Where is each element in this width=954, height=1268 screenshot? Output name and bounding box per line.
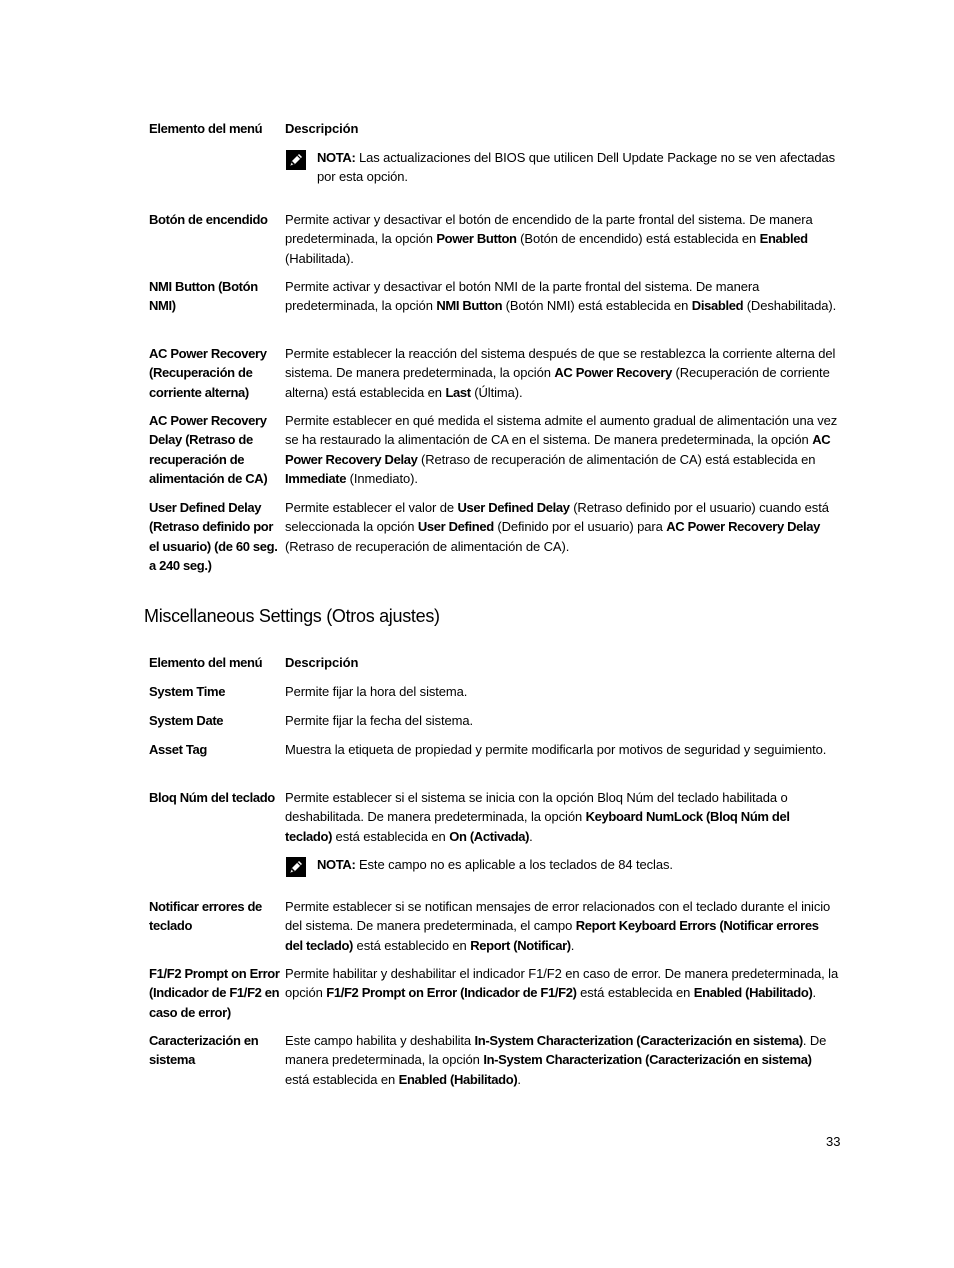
option-value: User Defined <box>417 519 494 535</box>
option-value: In-System Characterization (Caracterización en sistema) <box>474 1033 803 1048</box>
menu-item-name: F1/F2 Prompt on Error (Indicador de F1/F2 en caso de error) <box>149 966 280 1020</box>
description-text: (Última). <box>470 384 523 400</box>
menu-item-name: Bloq Núm del teclado <box>149 790 275 805</box>
option-value: AC Power Recovery Delay <box>666 519 821 535</box>
option-value: Last <box>445 384 471 400</box>
description-text: Este campo habilita y deshabilita <box>285 1033 475 1048</box>
page-number: 33 <box>826 1134 841 1149</box>
misc-settings-table <box>149 653 839 1098</box>
option-value: Keyboard NumLock (Bloq Núm del teclado) <box>285 809 790 844</box>
description-text: Permite establecer en qué medida el sistema admite el aumento gradual de alimentación una vez se ha restaurado la alimentación de CA en el sistema. De manera predeterminada, la opción <box>285 413 838 448</box>
header-menu-item: Elemento del menú <box>149 655 263 670</box>
description-text: Permite activar y desactivar el botón NMI de la parte frontal del sistema. De manera predeterminada, la opción <box>285 279 760 314</box>
table-row <box>149 964 839 1031</box>
option-value: Immediate <box>285 470 347 486</box>
menu-item-description <box>285 711 839 730</box>
description-text: Permite establecer la reacción del sistema después de que se restablezca la corriente alterna del sistema. De manera predeterminada, la opción <box>285 346 836 381</box>
description-text: . De manera predeterminada, la opción <box>285 1033 827 1068</box>
menu-item-description <box>285 210 839 268</box>
option-value: Enabled (Habilitado) <box>693 985 813 1001</box>
description-text: Permite establecer si se notifican mensajes de error relacionados con el teclado durante el inicio del sistema. De manera predeterminada, el campo <box>285 899 831 934</box>
description-text: (Deshabilitada). <box>743 298 837 314</box>
description-text: Permite fijar la fecha del sistema. <box>285 713 473 728</box>
menu-item-description <box>285 411 839 488</box>
option-value: Power Button <box>436 231 517 247</box>
description-text: Permite establecer el valor de <box>285 500 458 515</box>
description-text: (Retraso definido por el usuario) cuando está seleccionada la opción <box>285 500 829 535</box>
table-row <box>149 682 839 711</box>
description-text: está establecida en <box>332 828 450 844</box>
note-pencil-icon <box>285 856 307 878</box>
menu-item-description <box>285 1031 839 1089</box>
menu-item-description <box>285 682 839 701</box>
menu-item-name: NMI Button (Botón NMI) <box>149 279 258 314</box>
table-row <box>149 1031 839 1098</box>
description-text: está establecida en <box>285 1071 399 1087</box>
table-row <box>149 210 839 277</box>
menu-item-name: Botón de encendido <box>149 212 268 227</box>
table-header <box>149 119 839 148</box>
description-text: Permite fijar la hora del sistema. <box>285 684 468 699</box>
note <box>285 855 839 878</box>
description-text: (Retraso de recuperación de alimentación de CA). <box>285 538 570 554</box>
option-value: Enabled (Habilitado) <box>398 1071 518 1087</box>
description-text: . <box>529 828 533 844</box>
description-text: (Botón de encendido) está establecida en <box>516 231 760 247</box>
description-text: . <box>517 1071 521 1087</box>
note-label: NOTA: <box>317 856 356 872</box>
description-text: . <box>812 985 816 1001</box>
menu-item-name: AC Power Recovery Delay (Retraso de recuperación de alimentación de CA) <box>149 413 268 486</box>
menu-item-description <box>285 788 839 878</box>
description-text: (Retraso de recuperación de alimentación de CA) está establecida en <box>417 451 816 467</box>
table-row <box>149 788 839 897</box>
menu-item-name: Asset Tag <box>149 742 208 757</box>
option-value: Report (Notificar) <box>470 937 571 953</box>
header-description: Descripción <box>285 655 359 670</box>
menu-item-name: System Date <box>149 713 224 728</box>
description-text: Permite activar y desactivar el botón de encendido de la parte frontal del sistema. De manera predeterminada, la opción <box>285 212 813 247</box>
description-text: está establecida en <box>576 985 694 1001</box>
menu-item-name: Notificar errores de teclado <box>149 899 262 934</box>
table-header <box>149 653 839 682</box>
table-row <box>149 498 839 585</box>
note <box>285 148 839 187</box>
menu-item-name: Caracterización en sistema <box>149 1033 259 1068</box>
table-row <box>149 740 839 788</box>
note-text: Las actualizaciones del BIOS que utilicen Dell Update Package no se ven afectadas por esta opción. <box>317 150 836 185</box>
menu-item-description <box>285 498 839 556</box>
header-description: Descripción <box>285 121 359 136</box>
option-value: On (Activada) <box>449 828 530 844</box>
description-text: (Inmediato). <box>346 470 418 486</box>
table-row <box>149 411 839 498</box>
description-text: Permite establecer si el sistema se inicia con la opción Bloq Núm del teclado habilitada o deshabilitada. De manera predeterminada, la opción <box>285 790 788 825</box>
menu-item-name: User Defined Delay (Retraso definido por el usuario) (de 60 seg. a 240 seg.) <box>149 500 278 573</box>
menu-item-description <box>285 897 839 955</box>
option-value: F1/F2 Prompt on Error (Indicador de F1/F2) <box>326 985 577 1001</box>
menu-item-description <box>285 740 839 759</box>
option-value: In-System Characterization (Caracterización en sistema) <box>483 1052 812 1068</box>
description-text: Permite habilitar y deshabilitar el indicador F1/F2 en caso de error. De manera predeterminada, la opción <box>285 966 839 1001</box>
description-text: (Definido por el usuario) para <box>493 519 667 535</box>
menu-item-description <box>285 964 839 1003</box>
menu-item-description <box>285 344 839 402</box>
note-row <box>149 148 839 210</box>
description-text: (Botón NMI) está establecida en <box>502 298 692 314</box>
table-row <box>149 711 839 740</box>
menu-item-name: System Time <box>149 684 226 699</box>
description-text: . <box>570 937 575 953</box>
menu-item-description <box>285 277 839 316</box>
option-value: Enabled <box>759 231 808 247</box>
menu-item-name: AC Power Recovery (Recuperación de corriente alterna) <box>149 346 267 400</box>
option-value: AC Power Recovery Delay <box>285 432 831 467</box>
table-row <box>149 897 839 964</box>
bios-options-table <box>149 119 839 585</box>
note-pencil-icon <box>285 149 307 171</box>
note-text: Este campo no es aplicable a los teclados de 84 teclas. <box>355 856 673 872</box>
description-text: (Habilitada). <box>285 250 354 266</box>
section-title: Miscellaneous Settings (Otros ajustes) <box>144 606 440 626</box>
description-text: (Recuperación de corriente alterna) está establecida en <box>285 365 830 400</box>
description-text: está establecido en <box>353 937 471 953</box>
note-label: NOTA: <box>317 150 356 165</box>
option-value: Report Keyboard Errors (Notificar errores del teclado) <box>285 918 819 953</box>
option-value: NMI Button <box>436 298 503 314</box>
header-menu-item: Elemento del menú <box>149 121 263 136</box>
table-row <box>149 344 839 411</box>
description-text: Muestra la etiqueta de propiedad y permite modificarla por motivos de seguridad y seguimiento. <box>285 742 827 757</box>
option-value: AC Power Recovery <box>554 365 672 381</box>
option-value: Disabled <box>691 298 744 314</box>
option-value: User Defined Delay <box>457 500 570 515</box>
table-row <box>149 277 839 344</box>
